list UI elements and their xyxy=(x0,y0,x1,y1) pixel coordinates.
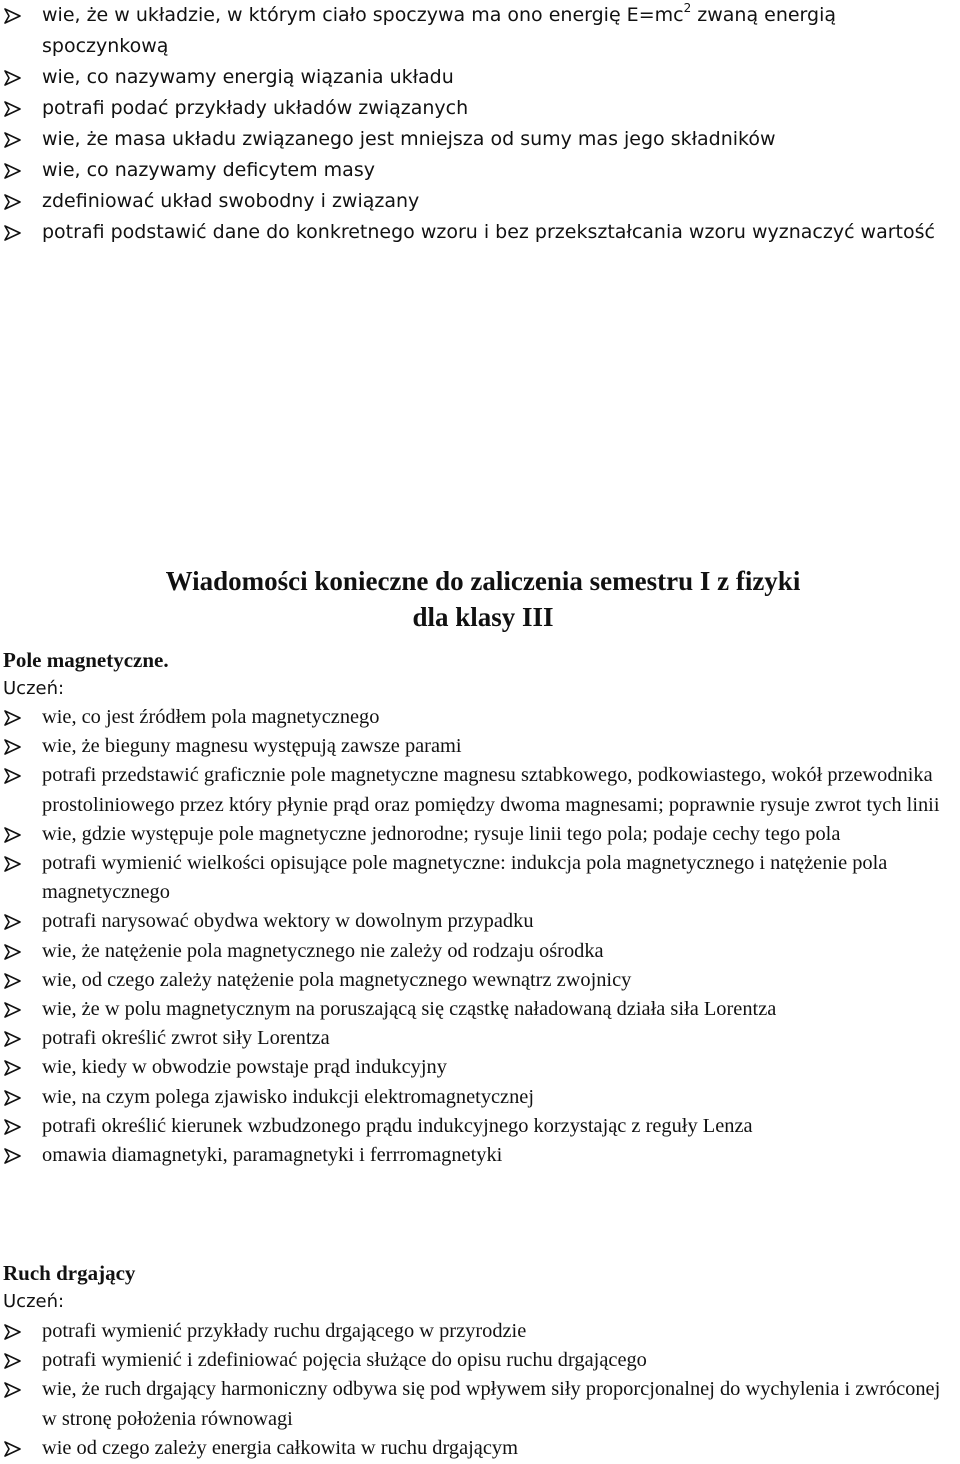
title-line-2: dla klasy III xyxy=(412,602,554,632)
arrow-bullet-icon xyxy=(4,944,24,960)
arrow-bullet-icon xyxy=(4,225,24,241)
section-title-oscillation: Ruch drgający xyxy=(3,1261,136,1285)
arrow-bullet-icon xyxy=(4,1090,24,1106)
student-label: Uczeń: xyxy=(3,678,65,699)
item-text: omawia diamagnetyki, paramagnetyki i ferrromagnetyki xyxy=(42,1144,503,1167)
list-item xyxy=(0,1375,958,1433)
item-text: potrafi określić kierunek wzbudzonego prądu indukcyjnego korzystając z reguły Lenza xyxy=(42,1114,753,1137)
list-item xyxy=(0,966,958,995)
list-item xyxy=(0,1083,958,1112)
item-text: wie, gdzie występuje pole magnetyczne jednorodne; rysuje linii tego pola; podaje cechy tego pola xyxy=(42,822,841,845)
list-item xyxy=(0,124,945,155)
item-text: wie, że ruch drgający harmoniczny odbywa się pod wpływem siły proporcjonalnej do wychylenia i zwróconej w stronę położenia równowagi xyxy=(42,1378,941,1430)
arrow-bullet-icon xyxy=(4,1031,24,1047)
list-item xyxy=(0,1112,958,1141)
arrow-bullet-icon xyxy=(4,1148,24,1164)
arrow-bullet-icon xyxy=(4,1060,24,1076)
item-text: wie, od czego zależy natężenie pola magnetycznego wewnątrz zwojnicy xyxy=(42,968,632,991)
list-item xyxy=(0,1024,958,1053)
list-item xyxy=(0,849,958,907)
superscript: 2 xyxy=(683,1,692,15)
arrow-bullet-icon xyxy=(4,194,24,210)
item-text: potrafi podstawić dane do konkretnego wzoru i bez przekształcania wzoru wyznaczyć wartość xyxy=(42,221,935,243)
item-text: potrafi podać przykłady układów związanych xyxy=(42,97,469,119)
item-text: wie od czego zależy energia całkowita w ruchu drgającym xyxy=(42,1436,518,1459)
list-item xyxy=(0,1346,958,1375)
item-text: wie, że masa układu związanego jest mniejsza od sumy mas jego składników xyxy=(42,128,776,150)
item-text: zdefiniować układ swobodny i związany xyxy=(42,190,420,212)
list-item xyxy=(0,1434,958,1463)
arrow-bullet-icon xyxy=(4,973,24,989)
arrow-bullet-icon xyxy=(4,70,24,86)
item-text: wie, co nazywamy deficytem masy xyxy=(42,159,375,181)
page-title xyxy=(0,563,960,599)
arrow-bullet-icon xyxy=(4,8,24,24)
item-text: potrafi przedstawić graficznie pole magnetyczne magnesu sztabkowego, podkowiastego, wokół przewodnika prostoliniowego przez który płynie prąd oraz pomiędzy dwoma magnesami; poprawnie rysuje zwrot tych linii xyxy=(42,764,940,816)
list-item xyxy=(0,995,958,1024)
title-line-1: Wiadomości konieczne do zaliczenia semestru I z fizyki xyxy=(165,566,801,596)
arrow-bullet-icon xyxy=(4,856,24,872)
student-label: Uczeń: xyxy=(3,1291,65,1312)
item-text: potrafi narysować obydwa wektory w dowolnym przypadku xyxy=(42,910,534,933)
requirements-list-oscillation xyxy=(0,1317,958,1463)
arrow-bullet-icon xyxy=(4,710,24,726)
list-item xyxy=(0,62,945,93)
item-text: wie, co jest źródłem pola magnetycznego xyxy=(42,706,380,728)
item-text: wie, że w układzie, w którym ciało spoczywa ma ono energię E=mc xyxy=(42,4,684,26)
arrow-bullet-icon xyxy=(4,132,24,148)
arrow-bullet-icon xyxy=(4,163,24,179)
requirements-list-magnetic-field xyxy=(0,703,958,1170)
list-item xyxy=(0,0,945,62)
arrow-bullet-icon xyxy=(4,1353,24,1369)
list-item xyxy=(0,732,958,761)
item-text: potrafi wymienić wielkości opisujące pole magnetyczne: indukcja pola magnetycznego i natężenie pola magnetycznego xyxy=(42,852,888,904)
item-text: wie, kiedy w obwodzie powstaje prąd indukcyjny xyxy=(42,1056,447,1079)
list-item xyxy=(0,155,945,186)
list-item xyxy=(0,1053,958,1082)
item-text: wie, co nazywamy energią wiązania układu xyxy=(42,66,454,88)
arrow-bullet-icon xyxy=(4,827,24,843)
arrow-bullet-icon xyxy=(4,1119,24,1135)
item-text: wie, że natężenie pola magnetycznego nie zależy od rodzaju ośrodka xyxy=(42,939,604,962)
list-item xyxy=(0,761,958,819)
item-text: wie, że bieguny magnesu występują zawsze parami xyxy=(42,735,462,758)
arrow-bullet-icon xyxy=(4,1324,24,1340)
arrow-bullet-icon xyxy=(4,1002,24,1018)
list-item xyxy=(0,937,958,966)
arrow-bullet-icon xyxy=(4,101,24,117)
arrow-bullet-icon xyxy=(4,1382,24,1398)
list-item xyxy=(0,1317,958,1346)
requirements-list-top xyxy=(0,0,945,248)
item-text-cont: zwaną energią spoczynkową xyxy=(42,4,837,57)
list-item xyxy=(0,217,945,248)
list-item xyxy=(0,93,945,124)
arrow-bullet-icon xyxy=(4,739,24,755)
list-item xyxy=(0,703,958,732)
arrow-bullet-icon xyxy=(4,1441,24,1457)
section-title-magnetic-field: Pole magnetyczne. xyxy=(3,648,169,672)
item-text: potrafi określić zwrot siły Lorentza xyxy=(42,1027,330,1050)
list-item xyxy=(0,1141,958,1170)
item-text: potrafi wymienić i zdefiniować pojęcia służące do opisu ruchu drgającego xyxy=(42,1349,647,1372)
list-item xyxy=(0,820,958,849)
item-text: wie, na czym polega zjawisko indukcji elektromagnetycznej xyxy=(42,1085,535,1108)
list-item xyxy=(0,907,958,936)
item-text: potrafi wymienić przykłady ruchu drgającego w przyrodzie xyxy=(42,1320,527,1342)
arrow-bullet-icon xyxy=(4,768,24,784)
list-item xyxy=(0,186,945,217)
arrow-bullet-icon xyxy=(4,914,24,930)
item-text: wie, że w polu magnetycznym na poruszającą się cząstkę naładowaną działa siła Lorentza xyxy=(42,998,777,1021)
page-subtitle xyxy=(3,599,960,635)
